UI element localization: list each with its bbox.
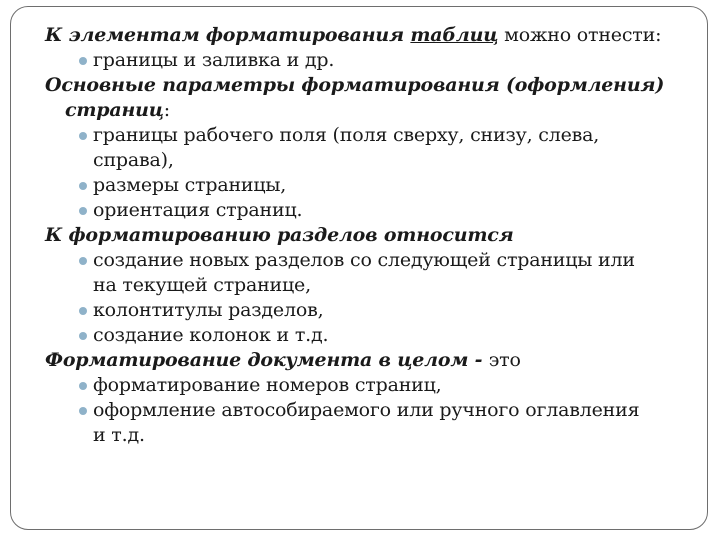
list-item-text: оформление автособираемого или ручного оглавления: [93, 399, 640, 421]
list-item-text: границы и заливка и др.: [93, 49, 335, 71]
list-item: [45, 123, 705, 173]
list-item: [45, 373, 705, 398]
bullet-icon: [79, 207, 87, 215]
bullet-icon: [79, 182, 87, 190]
list-item-text: ориентация страниц.: [93, 199, 303, 221]
list-item: [45, 323, 705, 348]
heading-text: Форматирование документа в целом -: [45, 349, 489, 371]
bullet-icon: [79, 132, 87, 140]
heading-pages: [45, 73, 705, 123]
bullet-icon: [79, 257, 87, 265]
bullet-icon: [79, 57, 87, 65]
heading-text: К форматированию разделов относится: [45, 224, 514, 246]
slide-content: [45, 23, 705, 448]
list-item: [45, 48, 705, 73]
heading-sections: [45, 223, 705, 248]
bullet-icon: [79, 307, 87, 315]
heading-tail: :: [163, 99, 170, 121]
list-item-text-cont: и т.д.: [93, 424, 145, 446]
list-item: [45, 248, 705, 298]
heading-text: К элементам форматирования: [45, 24, 411, 46]
heading-tables: [45, 23, 705, 48]
list-item-text: колонтитулы разделов,: [93, 299, 324, 321]
bullet-icon: [79, 407, 87, 415]
list-item: [45, 198, 705, 223]
heading-text-cont: страниц: [65, 99, 164, 121]
slide-frame: [10, 6, 708, 530]
heading-underlined-word: таблиц: [410, 24, 499, 46]
list-item-text: размеры страницы,: [93, 174, 287, 196]
list-item-text: создание новых разделов со следующей страницы или: [93, 249, 635, 271]
heading-document: [45, 348, 705, 373]
list-item-text-cont: справа),: [93, 149, 174, 171]
heading-tail: это: [488, 349, 521, 371]
list-item-text: границы рабочего поля (поля сверху, снизу, слева,: [93, 124, 600, 146]
list-item: [45, 173, 705, 198]
list-item-text: форматирование номеров страниц,: [93, 374, 442, 396]
list-item-text: создание колонок и т.д.: [93, 324, 329, 346]
list-item: [45, 398, 705, 448]
heading-tail: можно отнести:: [498, 24, 662, 46]
bullet-icon: [79, 332, 87, 340]
heading-text: Основные параметры форматирования (оформления): [45, 74, 665, 96]
bullet-icon: [79, 382, 87, 390]
list-item-text-cont: на текущей странице,: [93, 274, 311, 296]
list-item: [45, 298, 705, 323]
